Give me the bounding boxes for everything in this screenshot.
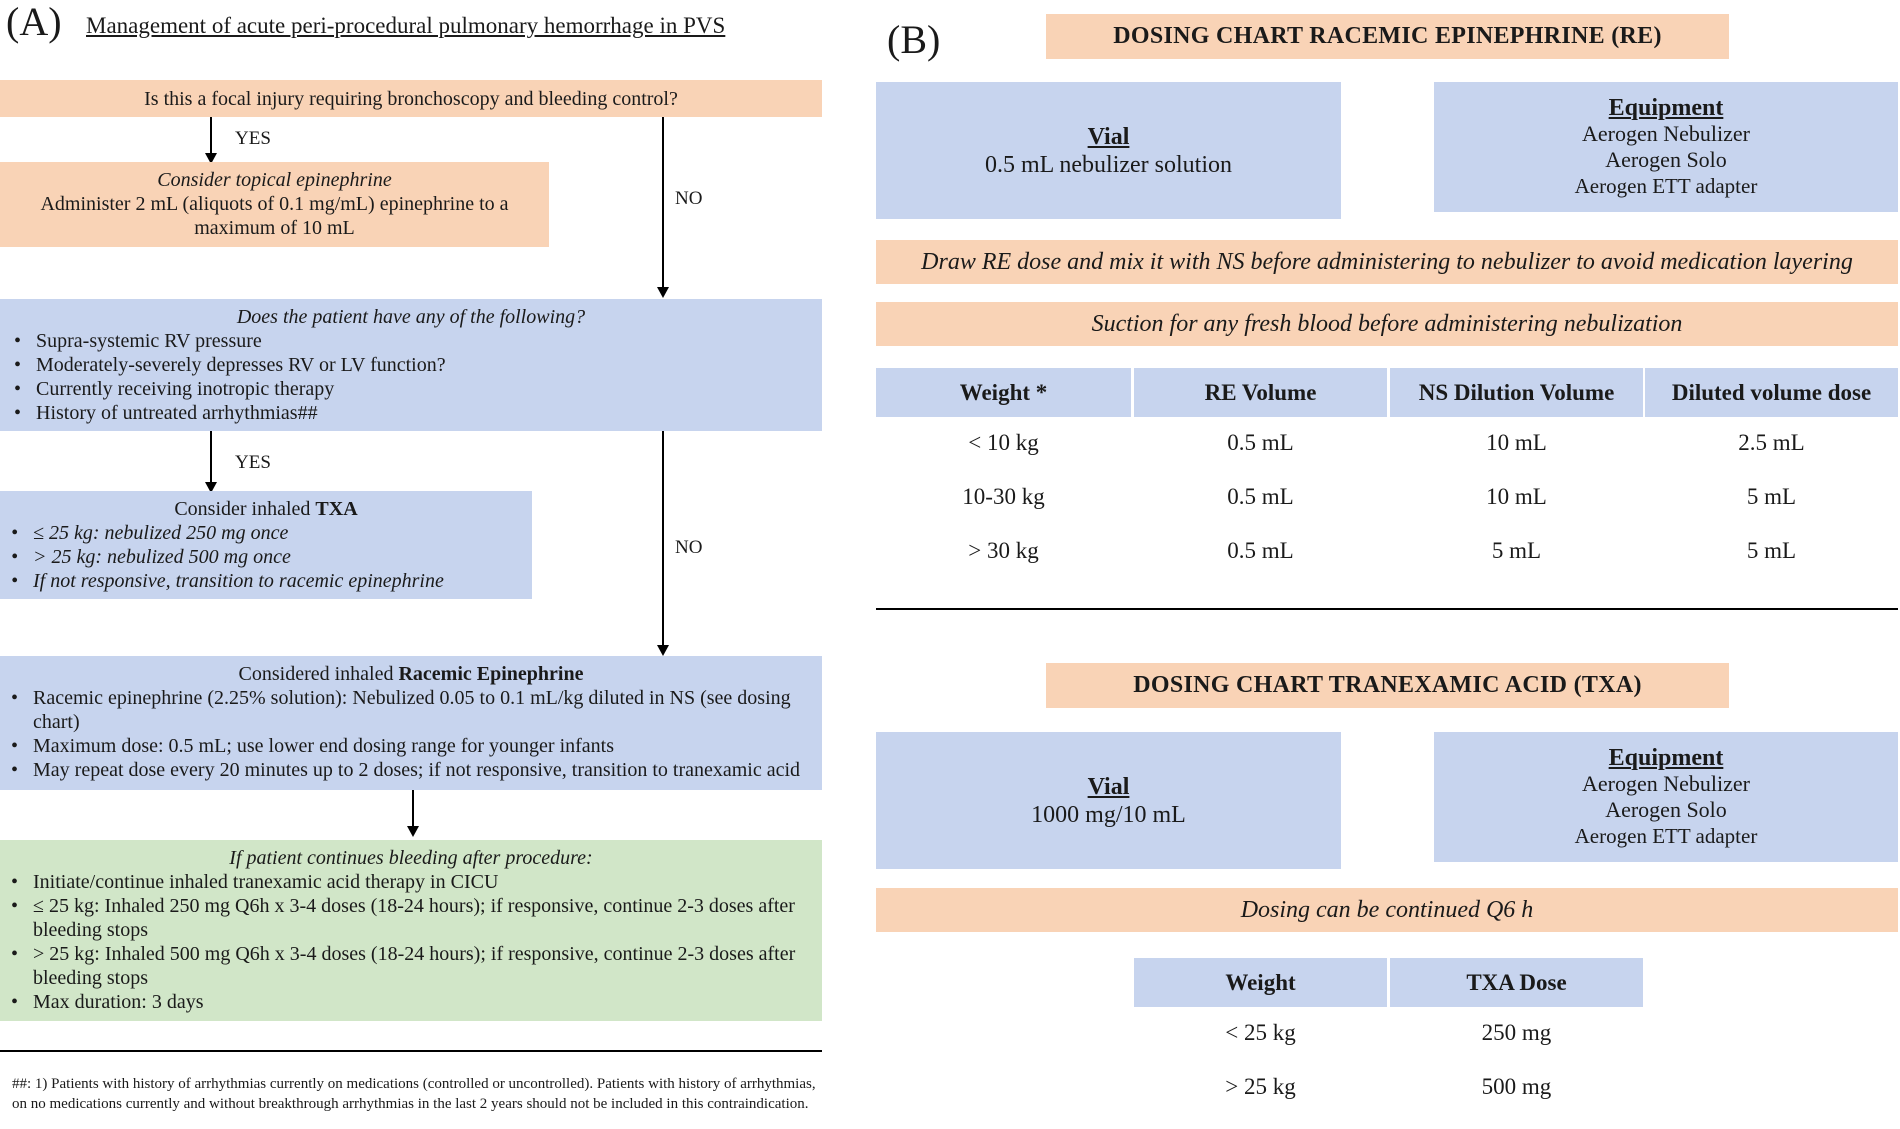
txa-equipment-label: Equipment [1608, 745, 1724, 771]
panel-a-letter: (A) [6, 0, 62, 44]
re-header-re-volume: RE Volume [1134, 368, 1387, 417]
contraindications-heading: Does the patient have any of the following? [236, 306, 586, 328]
inhaled-txa-box [0, 491, 532, 599]
no-label-2: NO [675, 537, 703, 558]
re-cell: 2.5 mL [1738, 430, 1805, 455]
panel-b-letter: (B) [887, 17, 941, 62]
txa-note: Dosing can be continued Q6 h [876, 888, 1898, 932]
txa-chart-title: DOSING CHART TRANEXAMIC ACID (TXA) [1046, 663, 1729, 708]
footnote-separator [0, 1050, 822, 1052]
txa-vial-label: Vial [1087, 773, 1130, 800]
txa-item: • If not responsive, transition to racemic epinephrine [33, 569, 532, 593]
post-item: • Initiate/continue inhaled tranexamic acid therapy in CICU [33, 870, 814, 894]
equipment-item: Aerogen Nebulizer [1582, 121, 1750, 146]
arrow-no-2 [662, 431, 664, 648]
arrow-no-1-head [657, 287, 669, 298]
arrow-continue-head [407, 826, 419, 837]
inhaled-txa-heading: Consider inhaled TXA [174, 498, 358, 520]
txa-vial-box [876, 732, 1341, 869]
contraindication-item: • Supra-systemic RV pressure [36, 329, 822, 353]
contraindication-item: • Currently receiving inotropic therapy [36, 377, 822, 401]
txa-header-weight: Weight [1134, 958, 1387, 1007]
topical-epinephrine-heading: Consider topical epinephrine [157, 169, 392, 191]
re-cell: 10 mL [1486, 430, 1547, 455]
re-item: • Racemic epinephrine (2.25% solution): Nebulized 0.05 to 0.1 mL/kg diluted in NS (see dosing chart) [33, 686, 814, 734]
arrow-continue [412, 790, 414, 828]
racemic-epinephrine-heading: Considered inhaled Racemic Epinephrine [238, 663, 584, 685]
txa-equipment-box [1434, 732, 1898, 862]
re-equipment-box [1434, 82, 1898, 212]
post-procedure-box [0, 840, 822, 1021]
equipment-item: Aerogen ETT adapter [1574, 824, 1758, 848]
post-procedure-list [0, 870, 822, 1014]
txa-cell: > 25 kg [1225, 1074, 1296, 1099]
arrow-no-1 [662, 117, 664, 289]
txa-cell: 500 mg [1481, 1074, 1552, 1099]
question-focal-injury: Is this a focal injury requiring bronchoscopy and bleeding control? [0, 80, 822, 117]
racemic-epinephrine-list [0, 686, 822, 782]
contraindication-item: • Moderately-severely depresses RV or LV function? [36, 353, 822, 377]
re-cell: > 30 kg [968, 538, 1039, 563]
post-item: • > 25 kg: Inhaled 500 mg Q6h x 3-4 doses (18-24 hours); if responsive, continue 2-3 doses after bleeding stops [33, 942, 814, 990]
racemic-epinephrine-box [0, 656, 822, 790]
equipment-item: Aerogen Nebulizer [1582, 771, 1750, 796]
yes-label-1: YES [235, 128, 271, 149]
txa-header-dose: TXA Dose [1390, 958, 1643, 1007]
re-item: • May repeat dose every 20 minutes up to 2 doses; if not responsive, transition to tranexamic acid [33, 758, 814, 782]
re-vial-value: 0.5 mL nebulizer solution [984, 151, 1233, 178]
re-item: • Maximum dose: 0.5 mL; use lower end dosing range for younger infants [33, 734, 814, 758]
re-cell: 10 mL [1486, 484, 1547, 509]
re-header-weight: Weight * [876, 368, 1131, 417]
re-cell: 5 mL [1491, 538, 1542, 563]
yes-label-2: YES [235, 452, 271, 473]
re-cell: 0.5 mL [1227, 484, 1294, 509]
re-vial-label: Vial [1087, 123, 1130, 150]
footnote: ##: 1) Patients with history of arrhythmias currently on medications (controlled or uncontrolled). Patients with history of arrhythmias, on no medications currently and without breakthrough arrhythmias in the last 2 years should not be included in this contraindication. [12, 1076, 816, 1112]
panel-a-title: Management of acute peri-procedural pulmonary hemorrhage in PVS [86, 13, 726, 38]
topical-epinephrine-body: Administer 2 mL (aliquots of 0.1 mg/mL) epinephrine to a maximum of 10 mL [40, 193, 509, 239]
arrow-yes-2 [210, 431, 212, 488]
post-procedure-heading: If patient continues bleeding after procedure: [229, 847, 593, 869]
re-chart-title: DOSING CHART RACEMIC EPINEPHRINE (RE) [1046, 14, 1729, 59]
inhaled-txa-list [0, 521, 532, 593]
re-equipment-label: Equipment [1608, 95, 1724, 121]
re-note-mix: Draw RE dose and mix it with NS before administering to nebulizer to avoid medication layering [876, 240, 1898, 284]
re-cell: 0.5 mL [1227, 430, 1294, 455]
contraindication-item: • History of untreated arrhythmias## [36, 401, 822, 425]
txa-vial-value: 1000 mg/10 mL [1031, 801, 1186, 828]
no-label-1: NO [675, 188, 703, 209]
topical-epinephrine-box [0, 162, 549, 247]
re-cell: < 10 kg [968, 430, 1039, 455]
re-header-ns-dilution: NS Dilution Volume [1390, 368, 1643, 417]
post-item: • ≤ 25 kg: Inhaled 250 mg Q6h x 3-4 doses (18-24 hours); if responsive, continue 2-3 doses after bleeding stops [33, 894, 814, 942]
re-cell: 5 mL [1746, 538, 1797, 563]
equipment-item: Aerogen Solo [1605, 797, 1727, 822]
re-note-suction: Suction for any fresh blood before administering nebulization [876, 302, 1898, 346]
re-cell: 5 mL [1746, 484, 1797, 509]
contraindications-list [0, 329, 822, 425]
re-header-diluted-dose: Diluted volume dose [1645, 368, 1898, 417]
arrow-no-2-head [657, 645, 669, 656]
re-cell: 0.5 mL [1227, 538, 1294, 563]
re-cell: 10-30 kg [962, 484, 1045, 509]
chart-separator [876, 608, 1898, 610]
equipment-item: Aerogen Solo [1605, 147, 1727, 172]
post-item: • Max duration: 3 days [33, 990, 814, 1014]
txa-item: • > 25 kg: nebulized 500 mg once [33, 545, 532, 569]
equipment-item: Aerogen ETT adapter [1574, 174, 1758, 198]
contraindications-box [0, 299, 822, 431]
re-vial-box [876, 82, 1341, 219]
txa-item: • ≤ 25 kg: nebulized 250 mg once [33, 521, 532, 545]
txa-cell: < 25 kg [1225, 1020, 1296, 1045]
txa-cell: 250 mg [1481, 1020, 1552, 1045]
